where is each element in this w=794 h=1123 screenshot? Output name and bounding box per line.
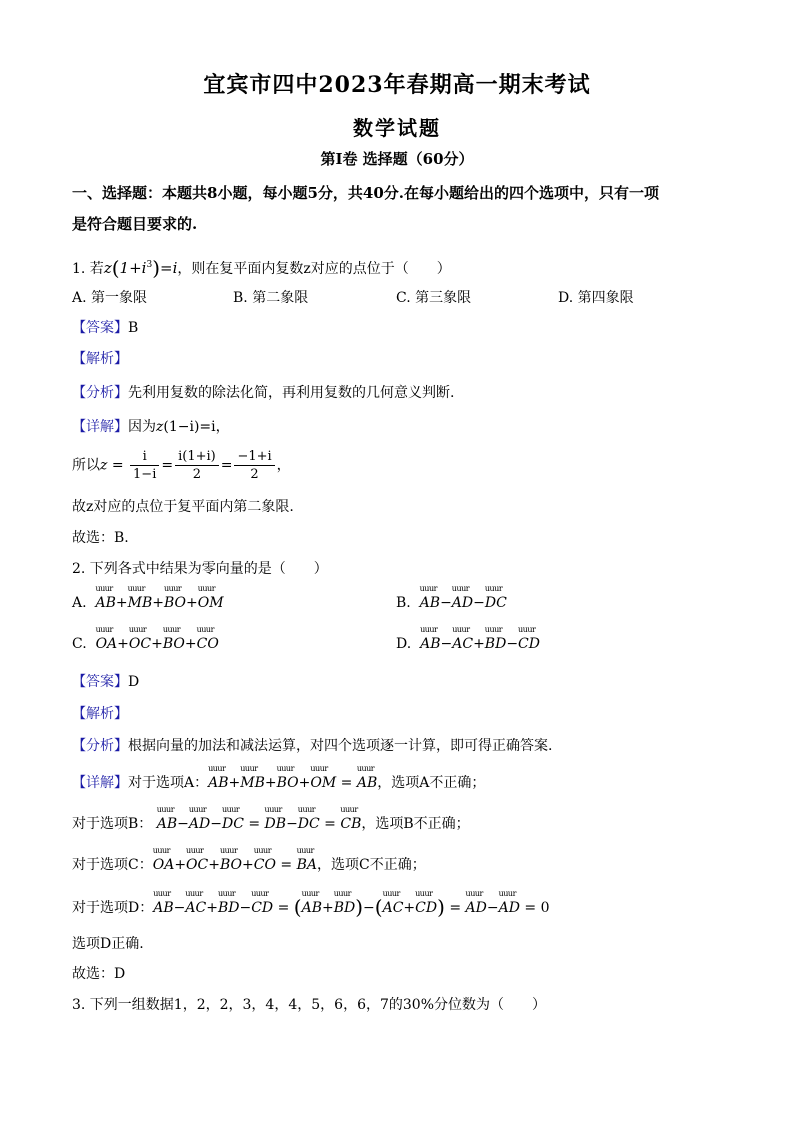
q2-detail-b: 对于选项B： uuur AB−uuur AD−uuur DC = uuur DB−uuur DC = uuur CB，选项B不正确； — [72, 813, 470, 833]
instructions-line-1: 一、选择题：本题共8小题，每小题5分，共40分.在每小题给出的四个选项中，只有一项 — [72, 184, 659, 202]
q1-formula: $z(1+i^3)=i$ — [103, 256, 178, 280]
q2-choose: 故选：D — [72, 966, 126, 982]
q1-detail-2: 所以z = $\frac{i}{1-i}$ = $\frac{i(1+i)}{2}$ = $\frac{-1+i}{2}$ ， — [72, 449, 291, 482]
q1-option-b: B. 第二象限 — [233, 290, 309, 306]
q1-option-a: A. 第一象限 — [72, 290, 148, 306]
q2-analysis-tag: 【解析】 — [72, 706, 128, 722]
q2-detail-c: 对于选项C：uuur OA+uuur OC+uuur BO+uuur CO = uuur BA，选项C不正确； — [72, 854, 426, 874]
q1-detail-2-prefix: 所以 — [72, 457, 100, 474]
q2-stem: 2. 下列各式中结果为零向量的是（ ） — [72, 561, 328, 577]
fenxi-tag: 【分析】 — [72, 385, 128, 401]
q2-answer-value: D — [128, 674, 140, 690]
q2-answer: 【答案】D — [72, 674, 140, 690]
q1-detail-3: 故z对应的点位于复平面内第二象限. — [72, 499, 294, 515]
q1-option-c: C. 第三象限 — [396, 290, 472, 306]
q1-answer-value: B — [128, 320, 139, 336]
q2-option-a: A. uuur AB+uuur MB+uuur BO+uuur OM — [72, 595, 224, 611]
q2-detail-d: 对于选项D：uuur AB−uuur AC+uuur BD−uuur CD = (uuur AB+uuur BD)−(uuur AC+uuur CD) = uuur AD−uuur AD = 0 — [72, 895, 550, 919]
q1-detail-1-suffix: ， — [215, 419, 230, 435]
q2-conclusion: 选项D正确. — [72, 936, 144, 952]
q1-choose: 故选：B. — [72, 530, 129, 546]
q1-option-d: D. 第四象限 — [558, 290, 634, 306]
q1-answer — [72, 317, 138, 337]
fraction-3: $\frac{-1+i}{2}$ — [234, 448, 274, 483]
q1-detail-1-formula: z(1−i)=i — [156, 419, 216, 435]
q1-fenxi — [72, 382, 454, 402]
fraction-2: $\frac{i(1+i)}{2}$ — [175, 448, 219, 483]
q2-fenxi: 【分析】根据向量的加法和减法运算，对四个选项逐一计算，即可得正确答案. — [72, 738, 553, 754]
fraction-1: $\frac{i}{1-i}$ — [130, 448, 159, 483]
q1-detail-1-prefix: 因为 — [128, 419, 156, 435]
q2-option-c: C. uuur OA+uuur OC+uuur BO+uuur CO — [72, 636, 219, 652]
q2-option-d: D. uuur AB−uuur AC+uuur BD−uuur CD — [396, 636, 540, 652]
exam-subtitle: 数学试题 — [353, 116, 441, 140]
exam-title: 宜宾市四中2023年春期高一期末考试 — [203, 72, 591, 98]
q1-prefix: 1. 若 — [72, 261, 104, 277]
section-heading: 第I卷 选择题（60分） — [320, 150, 474, 168]
q1-stem — [72, 256, 451, 280]
q2-detail-a: 【详解】对于选项A：uuur AB+uuur MB+uuur BO+uuur OM = uuur AB，选项A不正确； — [72, 772, 485, 792]
instructions-line-2: 是符合题目要求的. — [72, 215, 198, 233]
detail-tag: 【详解】 — [72, 419, 128, 435]
q3-stem: 3. 下列一组数据1，2，2，3，4，4，5，6，6，7的30%分位数为（ ） — [72, 997, 546, 1013]
q1-fenxi-text: 先利用复数的除法化简，再利用复数的几何意义判断. — [128, 385, 455, 401]
q1-detail-1 — [72, 416, 230, 436]
q1-analysis-tag: 【解析】 — [72, 351, 128, 367]
q2-option-b: B. uuur AB−uuur AD−uuur DC — [396, 595, 507, 611]
q2-fenxi-text: 根据向量的加法和减法运算，对四个选项逐一计算，即可得正确答案. — [128, 738, 553, 754]
q1-suffix: ，则在复平面内复数z对应的点位于（ ） — [177, 261, 451, 277]
answer-tag: 【答案】 — [72, 320, 128, 336]
